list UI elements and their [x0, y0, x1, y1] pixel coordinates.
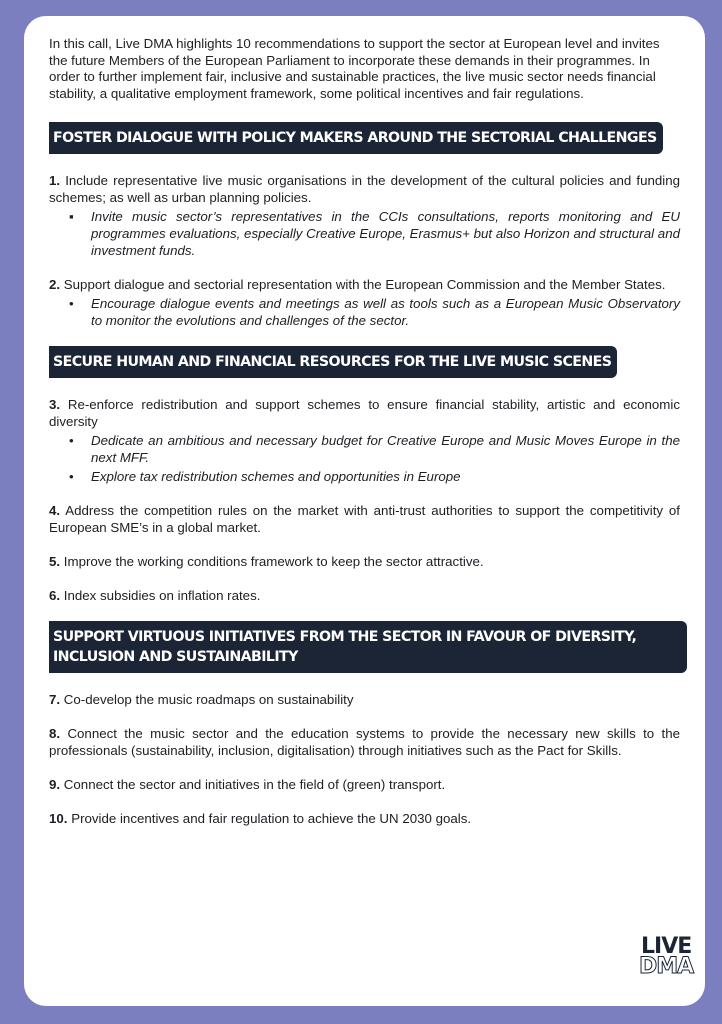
recommendation-number: 6. [49, 588, 61, 604]
document-page [24, 16, 705, 1006]
sub-list [49, 295, 680, 329]
bullet-icon: • [69, 433, 74, 449]
bullet-icon: ▪ [69, 209, 74, 225]
recommendation-item [49, 276, 680, 329]
section-heading: SECURE HUMAN AND FINANCIAL RESOURCES FOR THE LIVE MUSIC SCENES [49, 346, 617, 378]
bullet-icon: • [69, 469, 74, 485]
sub-list [49, 208, 680, 259]
section-heading: FOSTER DIALOGUE WITH POLICY MAKERS AROUND THE SECTORIAL CHALLENGES [49, 122, 663, 154]
recommendation-item [49, 810, 680, 827]
recommendation-text: Address the competition rules on the market with anti-trust authorities to support the competitivity of European SME’s in a global market. [49, 503, 680, 536]
recommendation-item [49, 396, 680, 485]
recommendation-number: 8. [49, 726, 61, 742]
recommendation-item [49, 502, 680, 536]
sub-list-text: Dedicate an ambitious and necessary budget for Creative Europe and Music Moves Europe in the next MFF. [91, 433, 680, 466]
recommendation-item [49, 691, 680, 708]
live-dma-logo [638, 934, 694, 982]
recommendation-number: 7. [49, 692, 61, 708]
section-1 [49, 122, 680, 329]
section-3 [49, 621, 680, 827]
recommendation-number: 3. [49, 397, 61, 413]
recommendation-text: Provide incentives and fair regulation to achieve the UN 2030 goals. [71, 811, 472, 827]
recommendation-item [49, 587, 680, 604]
recommendation-text: Connect the sector and initiatives in the field of (green) transport. [63, 777, 446, 793]
recommendation-number: 5. [49, 554, 61, 570]
recommendation-text: Connect the music sector and the education systems to provide the necessary new skills to the professionals (sustainability, inclusion, digitalisation) through initiatives such as the Pact for Skills. [49, 726, 681, 759]
recommendation-text: Support dialogue and sectorial representation with the European Commission and the Member States. [63, 277, 666, 293]
logo-line-2: DMA [639, 954, 694, 979]
sub-list-item [49, 208, 680, 259]
sub-list-text: Encourage dialogue events and meetings as well as tools such as a European Music Observatory to monitor the evolutions and challenges of the sector. [91, 296, 680, 329]
sub-list-item [49, 468, 680, 485]
recommendation-number: 10. [49, 811, 68, 827]
sub-list-item [49, 295, 680, 329]
recommendation-text: Include representative live music organisations in the development of the cultural policies and funding schemes; as well as urban planning policies. [49, 173, 680, 206]
sub-list-item [49, 432, 680, 466]
sub-list-text: Explore tax redistribution schemes and opportunities in Europe [91, 469, 461, 485]
recommendation-item [49, 172, 680, 259]
sub-list [49, 432, 680, 485]
logo-line-1: LIVE [641, 934, 692, 959]
recommendation-item [49, 553, 680, 570]
recommendation-text: Index subsidies on inflation rates. [63, 588, 261, 604]
intro-paragraph: In this call, Live DMA highlights 10 recommendations to support the sector at European level and invites the future Members of the European Parliament to incorporate these demands in their programmes. In order to further implement fair, inclusive and sustainable practices, the live music sector needs financial stability, a qualitative employment framework, some political incentives and fair regulations. [49, 36, 660, 101]
bullet-icon: • [69, 296, 74, 312]
recommendation-text: Improve the working conditions framework to keep the sector attractive. [63, 554, 484, 570]
recommendation-number: 1. [49, 173, 61, 189]
section-2 [49, 346, 680, 604]
recommendation-text: Co-develop the music roadmaps on sustainability [63, 692, 354, 708]
recommendation-item [49, 776, 680, 793]
recommendation-item [49, 725, 680, 759]
sub-list-text: Invite music sector’s representatives in the CCIs consultations, reports monitoring and EU programmes evaluations, especially Creative Europe, Erasmus+ but also Horizon and structural and investment funds. [91, 209, 680, 259]
recommendation-number: 2. [49, 277, 61, 293]
recommendation-number: 4. [49, 503, 61, 519]
section-heading: SUPPORT VIRTUOUS INITIATIVES FROM THE SECTOR IN FAVOUR OF DIVERSITY, INCLUSION AND SUSTAINABILITY [49, 621, 687, 673]
recommendation-text: Re-enforce redistribution and support schemes to ensure financial stability, artistic and economic diversity [49, 397, 680, 430]
recommendations [49, 122, 680, 827]
recommendation-number: 9. [49, 777, 61, 793]
